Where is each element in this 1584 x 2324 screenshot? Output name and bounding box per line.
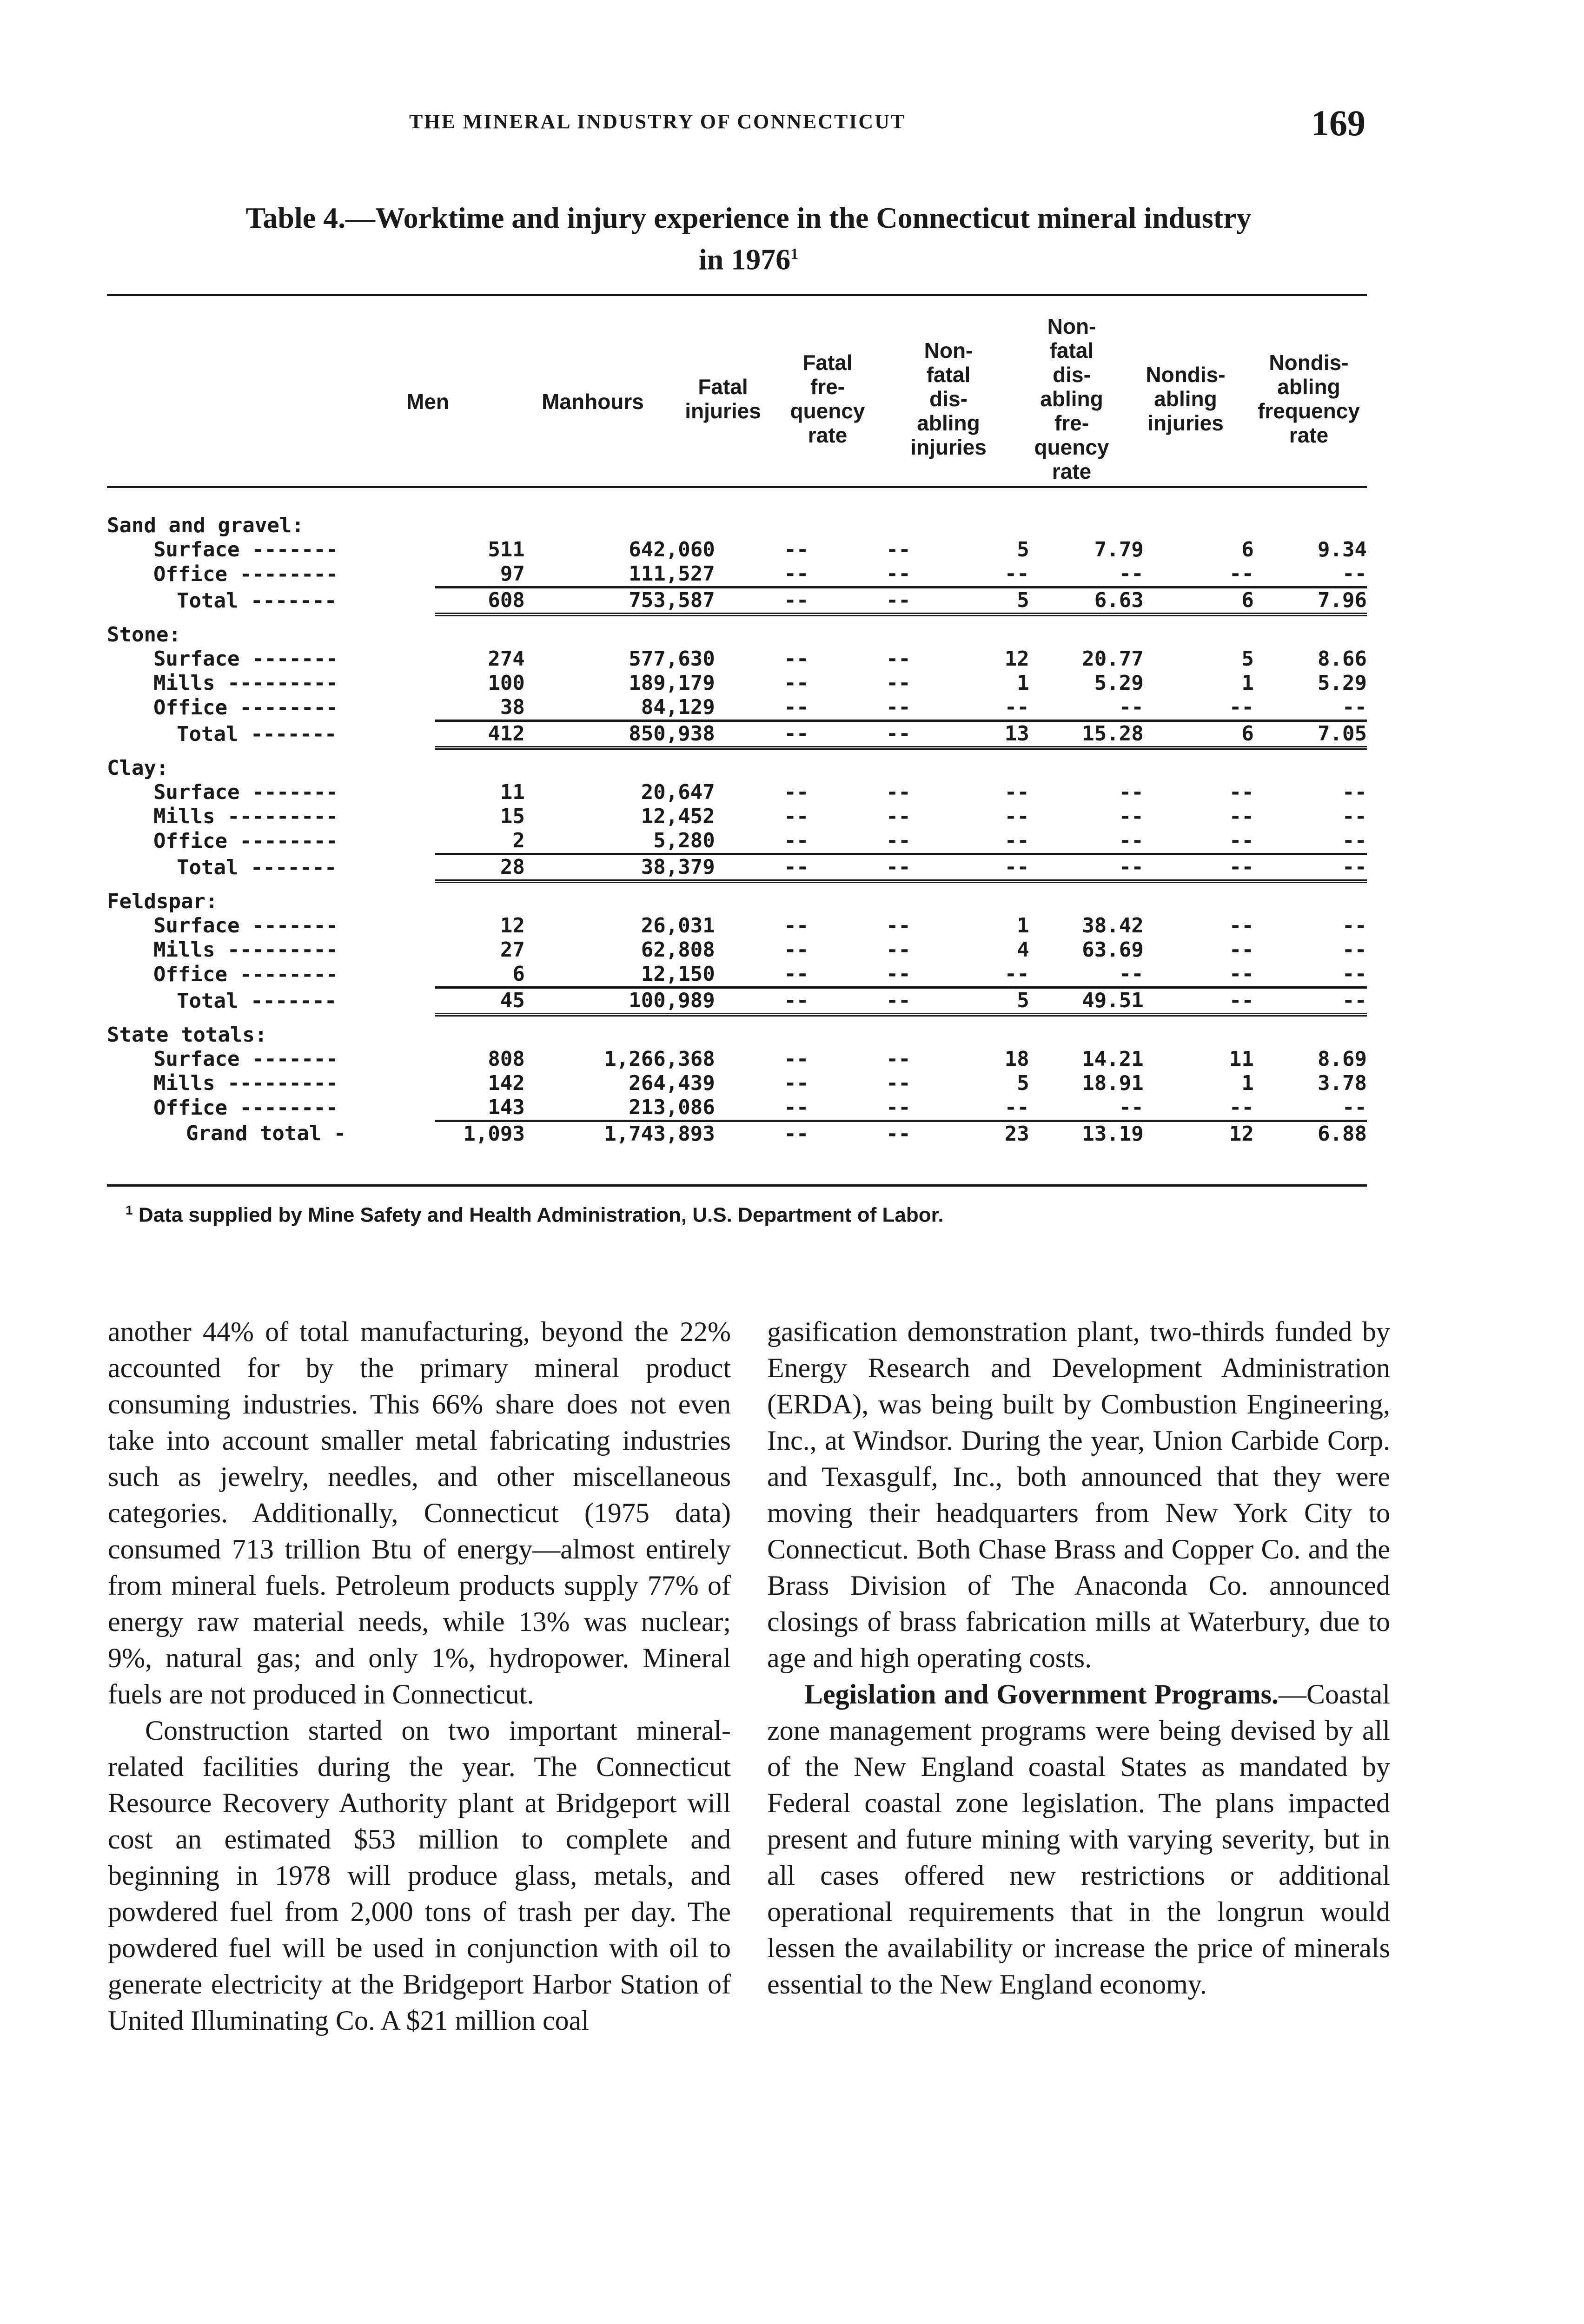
cell-men: 100 — [488, 671, 525, 695]
cell-fatal-rate: -- — [886, 805, 911, 828]
cell-nonfatal-rate: 5.29 — [1094, 671, 1144, 695]
total-row — [107, 721, 1367, 748]
row-label: Total ------- — [177, 855, 337, 879]
cell-nondisabling-rate: -- — [1342, 562, 1367, 586]
cell-fatal-injuries: -- — [784, 805, 809, 828]
cell-manhours: 5,280 — [653, 829, 715, 852]
cell-fatal-rate: -- — [886, 1047, 911, 1071]
paragraph: another 44% of total manufacturing, beyond the 22% accounted for by the primary mineral product consuming industries. This 66% share does not even take into account smaller metal fabricating industries such as jewelry, needles, and other miscellaneous categories. Additionally, Connecticut (1975 data) consumed 713 trillion Btu of energy—almost entirely from mineral fuels. Petroleum products supply 77% of energy raw material needs, while 13% was nuclear; 9%, natural gas; and only 1%, hydropower. Mineral fuels are not produced in Connecticut. — [108, 1316, 731, 1710]
cell-nondisabling-rate: 3.78 — [1318, 1071, 1367, 1095]
table-row — [107, 962, 1367, 988]
cell-nonfatal-rate: -- — [1119, 829, 1144, 852]
row-label: Mills --------- — [153, 1071, 338, 1095]
row-label: Surface ------- — [153, 780, 338, 804]
cell-manhours: 100,989 — [525, 988, 715, 1015]
cell-manhours: 12,150 — [641, 962, 715, 986]
cell-fatal-rate: -- — [809, 588, 910, 615]
cell-fatal-injuries: -- — [784, 914, 809, 938]
row-label: Surface ------- — [153, 647, 338, 671]
cell-manhours: 1,743,893 — [525, 1121, 715, 1147]
group-name: Stone: — [107, 623, 181, 647]
cell-nonfatal-injuries: 4 — [1017, 938, 1029, 962]
table-row — [107, 538, 1367, 562]
cell-fatal-rate: -- — [886, 938, 911, 962]
row-label: Grand total - — [186, 1121, 346, 1145]
cell-nondisabling-rate: -- — [1342, 780, 1367, 804]
cell-nondisabling-injuries: 11 — [1229, 1047, 1254, 1071]
cell-nondisabling-rate: 7.05 — [1254, 721, 1367, 748]
table-row — [107, 780, 1367, 805]
cell-nondisabling-rate: 6.88 — [1254, 1121, 1367, 1147]
header-fatal-injuries: Fatal injuries — [685, 375, 761, 423]
cell-nonfatal-rate: 20.77 — [1082, 647, 1144, 671]
cell-men: 45 — [435, 988, 525, 1015]
cell-nonfatal-rate: -- — [1119, 1096, 1144, 1119]
cell-manhours: 84,129 — [641, 695, 715, 719]
group-name: Sand and gravel: — [107, 514, 304, 537]
cell-manhours: 20,647 — [641, 780, 715, 804]
cell-fatal-rate: -- — [886, 1096, 911, 1119]
group-name: Feldspar: — [107, 890, 218, 913]
table-header-rule — [107, 486, 1367, 488]
cell-fatal-injuries: -- — [784, 829, 809, 852]
group-header-row — [107, 614, 1367, 647]
cell-fatal-injuries: -- — [784, 562, 809, 586]
cell-fatal-injuries: -- — [715, 588, 809, 615]
row-label: Office -------- — [153, 696, 338, 720]
cell-manhours: 213,086 — [629, 1096, 715, 1119]
cell-nondisabling-injuries: 1 — [1241, 1071, 1254, 1095]
table-row — [107, 938, 1367, 962]
cell-nondisabling-injuries: 5 — [1241, 647, 1254, 671]
cell-manhours: 38,379 — [525, 854, 715, 882]
cell-men: 38 — [500, 695, 525, 719]
cell-men: 15 — [500, 805, 525, 828]
cell-nondisabling-rate: -- — [1342, 938, 1367, 962]
cell-nondisabling-rate: 9.34 — [1318, 538, 1367, 561]
row-label: Office -------- — [153, 829, 338, 853]
grand-total-row — [107, 1121, 1367, 1147]
table-footnote — [126, 1203, 944, 1227]
table-row — [107, 1047, 1367, 1071]
cell-fatal-injuries: -- — [784, 671, 809, 695]
cell-fatal-injuries: -- — [715, 988, 809, 1015]
cell-men: 143 — [488, 1096, 525, 1119]
cell-nondisabling-injuries: 6 — [1241, 538, 1254, 561]
section-run-in-heading: Legislation and Government Programs. — [804, 1679, 1279, 1710]
cell-fatal-rate: -- — [886, 695, 911, 719]
cell-men: 2 — [512, 829, 525, 852]
cell-fatal-rate: -- — [886, 780, 911, 804]
cell-manhours: 189,179 — [629, 671, 715, 695]
table-row — [107, 1071, 1367, 1096]
cell-nondisabling-rate: 8.66 — [1318, 647, 1367, 671]
cell-men: 608 — [435, 588, 525, 615]
cell-nonfatal-rate: 6.63 — [1029, 588, 1144, 615]
cell-fatal-rate: -- — [809, 1121, 910, 1147]
cell-nonfatal-injuries: 23 — [911, 1121, 1029, 1147]
group-name: State totals: — [107, 1023, 267, 1047]
cell-fatal-rate: -- — [886, 914, 911, 938]
cell-fatal-injuries: -- — [784, 647, 809, 671]
paragraph: Construction started on two important mineral-related facilities during the year. The Connecticut Resource Recovery Authority plant at Bridgeport will cost an estimated $53 million to complete and beginning in 1978 will produce glass, metals, and powdered fuel from 2,000 tons of trash per day. The powdered fuel will be used in conjunction with oil to generate electricity at the Bridgeport Harbor Station of United Illuminating Co. A $21 million coal — [108, 1715, 731, 2036]
cell-nondisabling-injuries: -- — [1229, 962, 1254, 986]
table-row — [107, 914, 1367, 938]
row-label: Mills --------- — [153, 938, 338, 962]
total-row — [107, 588, 1367, 615]
cell-nondisabling-injuries: 1 — [1241, 671, 1254, 695]
cell-manhours: 1,266,368 — [604, 1047, 715, 1071]
header-nondisabling-frequency-rate: Nondis- abling frequency rate — [1258, 350, 1360, 447]
cell-men: 808 — [488, 1047, 525, 1071]
group-header-row — [107, 1015, 1367, 1047]
table-row — [107, 647, 1367, 671]
cell-nonfatal-injuries: -- — [911, 854, 1029, 882]
group-header-row — [107, 514, 1367, 538]
cell-fatal-injuries: -- — [784, 1047, 809, 1071]
cell-manhours: 577,630 — [629, 647, 715, 671]
cell-nonfatal-injuries: -- — [1004, 805, 1029, 828]
cell-fatal-injuries: -- — [715, 721, 809, 748]
cell-nondisabling-injuries: -- — [1229, 914, 1254, 938]
table-title-note: 1 — [790, 245, 799, 263]
table-bottom-rule — [107, 1184, 1367, 1187]
cell-nondisabling-injuries: -- — [1229, 938, 1254, 962]
cell-nonfatal-injuries: 12 — [1004, 647, 1029, 671]
paragraph: gasification demonstration plant, two-thirds funded by Energy Research and Development Administration (ERDA), was being built by Combustion Engineering, Inc., at Windsor. During the year, Union Carbide Corp. and Texasgulf, Inc., both announced that they were moving their headquarters from New York City to Connecticut. Both Chase Brass and Copper Co. and the Brass Division of The Anaconda Co. announced closings of brass fabrication mills at Waterbury, due to age and high operating costs. — [767, 1316, 1390, 1673]
cell-nonfatal-injuries: 5 — [1017, 538, 1029, 561]
cell-fatal-injuries: -- — [784, 780, 809, 804]
cell-manhours: 62,808 — [641, 938, 715, 962]
cell-men: 28 — [435, 854, 525, 882]
cell-nonfatal-injuries: 18 — [1004, 1047, 1029, 1071]
footnote-text: Data supplied by Mine Safety and Health Administration, U.S. Department of Labor. — [138, 1203, 944, 1227]
cell-nondisabling-injuries: -- — [1229, 1096, 1254, 1119]
table-title-line1: Table 4.—Worktime and injury experience in the Connecticut mineral industry — [245, 201, 1252, 234]
cell-nondisabling-injuries: 6 — [1144, 588, 1254, 615]
cell-nondisabling-injuries: 6 — [1144, 721, 1254, 748]
cell-nonfatal-rate: -- — [1119, 695, 1144, 719]
body-column-right — [767, 1314, 1390, 2002]
cell-fatal-rate: -- — [886, 647, 911, 671]
cell-nonfatal-rate: -- — [1029, 854, 1144, 882]
cell-men: 6 — [512, 962, 525, 986]
group-header-row — [107, 748, 1367, 780]
page-number: 169 — [1311, 103, 1365, 143]
cell-manhours: 111,527 — [629, 562, 715, 586]
cell-nonfatal-injuries: -- — [1004, 829, 1029, 852]
cell-nonfatal-injuries: 5 — [1017, 1071, 1029, 1095]
row-label: Mills --------- — [153, 671, 338, 695]
cell-nondisabling-injuries: 12 — [1144, 1121, 1254, 1147]
table-title — [107, 200, 1390, 277]
header-nondisabling-injuries: Nondis- abling injuries — [1146, 363, 1226, 435]
total-row — [107, 854, 1367, 882]
cell-nondisabling-rate: -- — [1254, 854, 1367, 882]
cell-fatal-rate: -- — [809, 721, 910, 748]
cell-nonfatal-rate: 63.69 — [1082, 938, 1144, 962]
cell-nondisabling-rate: -- — [1342, 805, 1367, 828]
table-row — [107, 829, 1367, 854]
header-men: Men — [406, 390, 449, 414]
row-label: Surface ------- — [153, 914, 338, 938]
paragraph-legislation — [767, 1676, 1390, 2002]
cell-fatal-rate: -- — [809, 988, 910, 1015]
cell-men: 274 — [488, 647, 525, 671]
row-label: Total ------- — [177, 989, 337, 1013]
cell-nonfatal-rate: 13.19 — [1029, 1121, 1144, 1147]
group-name: Clay: — [107, 756, 169, 780]
row-label: Surface ------- — [153, 538, 338, 561]
cell-manhours: 12,452 — [641, 805, 715, 828]
cell-fatal-injuries: -- — [715, 1121, 809, 1147]
cell-fatal-rate: -- — [886, 829, 911, 852]
row-label: Office -------- — [153, 562, 338, 587]
cell-fatal-injuries: -- — [784, 1071, 809, 1095]
group-header-row — [107, 881, 1367, 914]
cell-nonfatal-rate: 15.28 — [1029, 721, 1144, 748]
cell-nonfatal-rate: 38.42 — [1082, 914, 1144, 938]
table-row — [107, 671, 1367, 695]
row-label: Total ------- — [177, 722, 337, 746]
cell-nondisabling-rate: -- — [1342, 1096, 1367, 1119]
cell-men: 27 — [500, 938, 525, 962]
cell-nonfatal-injuries: -- — [1004, 780, 1029, 804]
cell-nonfatal-rate: -- — [1119, 562, 1144, 586]
cell-nonfatal-rate: 14.21 — [1082, 1047, 1144, 1071]
cell-nondisabling-injuries: -- — [1144, 988, 1254, 1015]
cell-fatal-injuries: -- — [784, 1096, 809, 1119]
row-label: Mills --------- — [153, 805, 338, 828]
cell-nondisabling-injuries: -- — [1229, 829, 1254, 852]
cell-men: 412 — [435, 721, 525, 748]
header-nonfatal-disabling-frequency-rate: Non- fatal dis- abling fre- quency rate — [1034, 314, 1109, 483]
cell-nondisabling-rate: -- — [1342, 962, 1367, 986]
cell-manhours: 642,060 — [629, 538, 715, 561]
cell-men: 97 — [500, 562, 525, 586]
cell-men: 1,093 — [435, 1121, 525, 1147]
cell-manhours: 26,031 — [641, 914, 715, 938]
table-title-year: in 1976 — [698, 243, 791, 276]
table-title-line2 — [107, 236, 1390, 277]
cell-fatal-injuries: -- — [784, 938, 809, 962]
cell-nondisabling-injuries: -- — [1229, 805, 1254, 828]
cell-nonfatal-injuries: -- — [1004, 562, 1029, 586]
cell-men: 511 — [488, 538, 525, 561]
cell-nonfatal-injuries: 13 — [911, 721, 1029, 748]
cell-fatal-injuries: -- — [784, 962, 809, 986]
table-row — [107, 1096, 1367, 1121]
cell-nonfatal-injuries: 1 — [1017, 914, 1029, 938]
cell-nonfatal-rate: 49.51 — [1029, 988, 1144, 1015]
cell-nonfatal-rate: -- — [1119, 780, 1144, 804]
cell-nondisabling-rate: -- — [1342, 914, 1367, 938]
cell-fatal-rate: -- — [886, 1071, 911, 1095]
cell-nonfatal-injuries: -- — [1004, 962, 1029, 986]
cell-nondisabling-rate: 5.29 — [1318, 671, 1367, 695]
cell-nonfatal-rate: 18.91 — [1082, 1071, 1144, 1095]
row-label: Office -------- — [153, 963, 338, 987]
cell-fatal-rate: -- — [809, 854, 910, 882]
header-fatal-frequency-rate: Fatal fre- quency rate — [790, 350, 865, 447]
cell-men: 12 — [500, 914, 525, 938]
row-label: Office -------- — [153, 1096, 338, 1120]
cell-nondisabling-injuries: -- — [1144, 854, 1254, 882]
footnote-mark: 1 — [126, 1203, 133, 1217]
table-row — [107, 695, 1367, 721]
cell-nondisabling-rate: -- — [1342, 829, 1367, 852]
cell-men: 11 — [500, 780, 525, 804]
injury-table — [107, 514, 1367, 1146]
cell-fatal-rate: -- — [886, 671, 911, 695]
paragraph-text: —Coastal zone management programs were being devised by all of the New England coastal States as mandated by Federal coastal zone legislation. The plans impacted present and future mining with varying severity, but in all cases offered new restrictions or additional operational requirements that in the longrun would lessen the availability or increase the price of minerals essential to the New England economy. — [767, 1679, 1390, 2000]
cell-nonfatal-rate: -- — [1119, 805, 1144, 828]
cell-manhours: 264,439 — [629, 1071, 715, 1095]
table-top-rule — [107, 294, 1367, 296]
table-row — [107, 805, 1367, 829]
cell-fatal-rate: -- — [886, 962, 911, 986]
cell-manhours: 850,938 — [525, 721, 715, 748]
cell-nondisabling-injuries: -- — [1229, 695, 1254, 719]
row-label: Total ------- — [177, 588, 337, 613]
body-column-left — [108, 1314, 731, 2039]
running-head: THE MINERAL INDUSTRY OF CONNECTICUT — [409, 110, 906, 133]
table-row — [107, 562, 1367, 588]
cell-nonfatal-rate: 7.79 — [1094, 538, 1144, 561]
row-label: Surface ------- — [153, 1047, 338, 1071]
total-row — [107, 988, 1367, 1015]
cell-nonfatal-rate: -- — [1119, 962, 1144, 986]
cell-fatal-injuries: -- — [784, 695, 809, 719]
cell-nondisabling-rate: -- — [1254, 988, 1367, 1015]
cell-nondisabling-injuries: -- — [1229, 780, 1254, 804]
cell-manhours: 753,587 — [525, 588, 715, 615]
cell-fatal-rate: -- — [886, 562, 911, 586]
cell-nonfatal-injuries: 1 — [1017, 671, 1029, 695]
cell-nonfatal-injuries: 5 — [911, 588, 1029, 615]
cell-nondisabling-rate: -- — [1342, 695, 1367, 719]
cell-men: 142 — [488, 1071, 525, 1095]
cell-nonfatal-injuries: 5 — [911, 988, 1029, 1015]
cell-nondisabling-rate: 7.96 — [1254, 588, 1367, 615]
cell-nonfatal-injuries: -- — [1004, 695, 1029, 719]
cell-fatal-injuries: -- — [784, 538, 809, 561]
cell-nondisabling-rate: 8.69 — [1318, 1047, 1367, 1071]
header-manhours: Manhours — [542, 390, 644, 414]
cell-fatal-injuries: -- — [715, 854, 809, 882]
header-nonfatal-disabling-injuries: Non- fatal dis- abling injuries — [910, 338, 987, 459]
cell-fatal-rate: -- — [886, 538, 911, 561]
cell-nondisabling-injuries: -- — [1229, 562, 1254, 586]
cell-nonfatal-injuries: -- — [1004, 1096, 1029, 1119]
